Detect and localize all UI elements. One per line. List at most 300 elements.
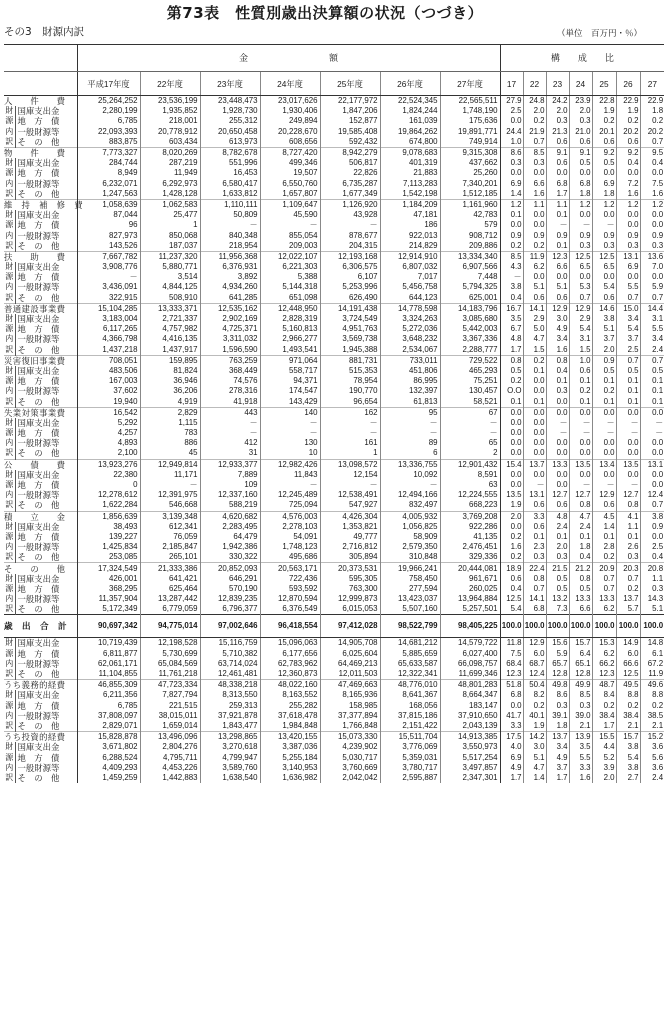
amount-cell: 3,311,032 [200, 334, 260, 344]
ratio-cell: 0.0 [523, 376, 546, 386]
ratio-cell: 12.4 [523, 669, 546, 680]
amount-cell: 412 [200, 438, 260, 448]
side-label: 源 [5, 428, 14, 438]
amount-cell: 7,017 [380, 272, 440, 282]
year-header: 24年度 [260, 72, 320, 96]
ratio-cell: 6.9 [616, 262, 640, 272]
ratio-cell: 15.5 [592, 732, 616, 743]
ratio-cell: 0.0 [616, 448, 640, 459]
ratio-cell: 3.5 [500, 314, 523, 324]
amount-cell: 8,782,678 [200, 147, 260, 158]
ratio-cell: 0.0 [640, 210, 664, 220]
amount-cell: 840,348 [200, 230, 260, 240]
ratio-cell: 0.0 [616, 168, 640, 178]
total-row [4, 615, 664, 638]
amount-cell: － [77, 272, 140, 282]
amount-cell: 641,285 [200, 293, 260, 304]
source-label: 国庫支出金 [15, 418, 77, 428]
ratio-cell: 0.0 [640, 438, 664, 448]
amount-cell: 7,773,327 [77, 147, 140, 158]
amount-cell: 547,927 [320, 500, 380, 511]
ratio-cell: 5.6 [640, 752, 664, 762]
side-label: 財 [5, 469, 14, 479]
amount-cell: 10 [260, 448, 320, 459]
ratio-cell: 65.7 [546, 659, 569, 669]
ratio-cell: 0.8 [569, 500, 592, 511]
ratio-cell: 0.0 [500, 522, 523, 532]
ratio-cell: － [592, 480, 616, 490]
side-label: 内 [5, 762, 14, 772]
ratio-cell: 1.2 [569, 199, 592, 210]
amount-cell: 58,909 [380, 532, 440, 542]
ratio-cell: 12.9 [546, 303, 569, 314]
amount-cell: 23,536,199 [140, 96, 200, 107]
side-label: 訳 [5, 500, 14, 510]
ratio-cell: 6.9 [500, 179, 523, 189]
amount-cell: 1,748,190 [440, 106, 500, 116]
amount-cell: 722,436 [260, 574, 320, 584]
ratio-cell: 40.1 [523, 711, 546, 721]
ratio-cell: 15.3 [592, 638, 616, 649]
source-label: 国庫支出金 [15, 742, 77, 752]
amount-cell: 96 [77, 220, 140, 230]
side-label: 内 [5, 542, 14, 552]
amount-cell: 832,497 [380, 500, 440, 511]
amount-cell: 3,270,618 [200, 742, 260, 752]
amount-cell: 47,723,334 [140, 680, 200, 691]
ratio-cell: － [569, 418, 592, 428]
amount-cell: 1,984,848 [260, 721, 320, 732]
amount-cell: 14,913,385 [440, 732, 500, 743]
ratio-cell: 0.0 [640, 168, 664, 178]
ratio-cell: 2.3 [523, 542, 546, 552]
amount-cell: 2,966,277 [260, 334, 320, 344]
amount-cell: 13,287,442 [140, 594, 200, 604]
source-label: 国庫支出金 [15, 522, 77, 532]
amount-cell: 12,337,160 [200, 490, 260, 500]
ratio-cell: 4.9 [500, 763, 523, 773]
ratio-cell: 4.3 [500, 262, 523, 272]
source-row [4, 594, 664, 604]
amount-cell: 158,985 [320, 701, 380, 711]
ratio-cell: 0.0 [523, 210, 546, 220]
ratio-cell: 0.0 [523, 438, 546, 448]
ratio-cell: 7.2 [616, 179, 640, 189]
ratio-cell: 0.5 [616, 366, 640, 376]
amount-cell: 66,098,757 [440, 659, 500, 669]
amount-cell: 4,757,982 [140, 324, 200, 334]
ratio-year-header: 25 [592, 72, 616, 96]
ratio-cell: 23.9 [569, 96, 592, 107]
amount-cell: 175,636 [440, 116, 500, 126]
ratio-cell: 14.9 [616, 638, 640, 649]
amount-cell: 5,172,349 [77, 604, 140, 615]
category-row [4, 511, 664, 522]
ratio-cell: 2.5 [640, 542, 664, 552]
amount-cell: 13,098,572 [320, 459, 380, 470]
ratio-cell: 21.5 [546, 563, 569, 574]
source-label: 国庫支出金 [15, 314, 77, 324]
ratio-cell: 0.1 [500, 210, 523, 220]
amount-cell: 16,542 [77, 407, 140, 418]
ratio-cell: 8.4 [592, 690, 616, 700]
ratio-cell: 0.2 [592, 386, 616, 396]
amount-cell: 2,721,337 [140, 314, 200, 324]
ratio-cell: 0.0 [592, 210, 616, 220]
amount-cell: 612,341 [140, 522, 200, 532]
side-label: 訳 [5, 772, 14, 782]
ratio-cell: 0.0 [546, 396, 569, 407]
amount-cell: 3,324,263 [380, 314, 440, 324]
ratio-cell: 4.7 [523, 334, 546, 344]
amount-cell: 41,135 [440, 532, 500, 542]
side-label: 源 [5, 168, 14, 178]
amount-cell: 8,163,552 [260, 690, 320, 700]
ratio-cell: 0.6 [569, 366, 592, 376]
amount-cell: 12,538,491 [320, 490, 380, 500]
ratio-cell: 6.8 [546, 179, 569, 189]
amount-cell: 593,592 [260, 584, 320, 594]
side-label: 内 [5, 490, 14, 500]
ratio-cell: 0.2 [592, 701, 616, 711]
amount-cell: 90,697,342 [77, 615, 140, 638]
amount-cell: 277,594 [380, 584, 440, 594]
ratio-cell: 0.9 [592, 230, 616, 240]
amount-cell: 47,469,663 [320, 680, 380, 691]
ratio-cell: 27.9 [500, 96, 523, 107]
amount-cell: 19,966,241 [380, 563, 440, 574]
amount-cell: 6,907,566 [440, 262, 500, 272]
ratio-cell: 48.7 [592, 680, 616, 691]
ratio-cell: 67.2 [640, 659, 664, 669]
amount-cell: 12,535,162 [200, 303, 260, 314]
category-row [4, 199, 664, 210]
source-label: そ の 他 [15, 345, 77, 356]
ratio-cell: 0.7 [616, 293, 640, 304]
amount-cell: 1,161,960 [440, 199, 500, 210]
ratio-cell: 3.5 [569, 742, 592, 752]
amount-cell: 588,219 [200, 500, 260, 511]
amount-cell: 65 [440, 438, 500, 448]
amount-cell: 2,804,276 [140, 742, 200, 752]
ratio-cell: 5.4 [569, 324, 592, 334]
ratio-cell: 1.7 [546, 773, 569, 783]
amount-cell: 5,388 [260, 272, 320, 282]
amount-cell: 2,595,887 [380, 773, 440, 783]
amount-cell: 13,923,276 [77, 459, 140, 470]
source-label: 国庫支出金 [15, 262, 77, 272]
ratio-cell: 24.8 [523, 96, 546, 107]
source-label: 国庫支出金 [15, 210, 77, 220]
amount-cell: 4,416,135 [140, 334, 200, 344]
amount-cell: 25,477 [140, 210, 200, 220]
amount-cell: 11,949 [140, 168, 200, 178]
amount-cell: 15,104,285 [77, 303, 140, 314]
amount-cell: 322,915 [77, 293, 140, 304]
amount-cell: 11,843 [260, 470, 320, 480]
ratio-cell: 0.0 [523, 220, 546, 230]
amount-cell: 783 [140, 428, 200, 438]
ratio-cell: 0.1 [569, 396, 592, 407]
ratio-cell: 0.2 [616, 701, 640, 711]
ratio-cell: 66.2 [592, 659, 616, 669]
amount-cell: 46,855,309 [77, 680, 140, 691]
ratio-cell: 0.1 [616, 532, 640, 542]
side-label: 内 [5, 126, 14, 136]
ratio-cell: 1.4 [523, 773, 546, 783]
amount-cell: 5,292 [77, 418, 140, 428]
side-label: 源 [5, 700, 14, 710]
amount-cell: 1,659,014 [140, 721, 200, 732]
amount-cell: 221,515 [140, 701, 200, 711]
ratio-cell: 1.1 [616, 522, 640, 532]
amount-cell: 65,084,569 [140, 659, 200, 669]
ratio-cell: 100.0 [500, 615, 523, 638]
amount-cell: 259,313 [200, 701, 260, 711]
ratio-cell: 1.7 [500, 345, 523, 356]
amount-cell: 161 [320, 438, 380, 448]
ratio-cell: 0.0 [500, 701, 523, 711]
source-label: 国庫支出金 [15, 638, 77, 649]
amount-cell: 878,677 [320, 230, 380, 240]
year-header: 25年度 [320, 72, 380, 96]
amount-cell: 495,686 [260, 552, 320, 563]
ratio-cell: 7.5 [500, 649, 523, 659]
source-row [4, 137, 664, 148]
ratio-cell: 0.7 [592, 584, 616, 594]
amount-cell: 6,232,071 [77, 179, 140, 189]
amount-cell: 6,735,287 [320, 179, 380, 189]
amount-cell: 368,295 [77, 584, 140, 594]
amount-cell: 1,353,821 [320, 522, 380, 532]
ratio-cell: 12.5 [616, 669, 640, 680]
ratio-cell: 1.8 [640, 106, 664, 116]
amount-cell: 97,002,646 [200, 615, 260, 638]
ratio-header: 構 成 比 [500, 45, 664, 72]
amount-cell: 708,051 [77, 355, 140, 366]
amount-cell: 725,094 [260, 500, 320, 511]
amount-cell: 465,293 [440, 366, 500, 376]
amount-cell: 2,100 [77, 448, 140, 459]
ratio-cell: 5.7 [616, 604, 640, 615]
ratio-cell: 100.0 [546, 615, 569, 638]
source-label: そ の 他 [15, 137, 77, 148]
category-label: 普通建設事業費 [4, 303, 77, 314]
ratio-cell: 1.9 [616, 106, 640, 116]
ratio-cell: 15.7 [616, 732, 640, 743]
amount-cell: 13,420,155 [260, 732, 320, 743]
amount-cell: 729,522 [440, 355, 500, 366]
ratio-cell: 3.7 [592, 334, 616, 344]
amount-cell: 2,829,071 [77, 721, 140, 732]
ratio-cell: 6.6 [523, 179, 546, 189]
amount-cell: － [320, 480, 380, 490]
amount-cell: 961,671 [440, 574, 500, 584]
ratio-cell: 6.8 [523, 604, 546, 615]
ratio-cell: 15.2 [640, 732, 664, 743]
ratio-cell: 1.6 [546, 345, 569, 356]
ratio-cell: 100.0 [569, 615, 592, 638]
amount-cell: 140 [260, 407, 320, 418]
ratio-cell: 16.7 [500, 303, 523, 314]
ratio-cell: 9.1 [546, 147, 569, 158]
ratio-cell: 15.7 [569, 638, 592, 649]
source-row [4, 448, 664, 459]
amount-cell: 4,893 [77, 438, 140, 448]
amount-cell: 763,259 [200, 355, 260, 366]
amount-cell: － [440, 428, 500, 438]
side-label: 訳 [5, 448, 14, 458]
amount-cell: 8,020,269 [140, 147, 200, 158]
ratio-cell: 12.3 [592, 669, 616, 680]
amount-cell: 8,313,550 [200, 690, 260, 700]
amount-cell: 5,794,325 [440, 282, 500, 292]
amount-cell: 13,423,037 [380, 594, 440, 604]
ratio-cell: 5.5 [616, 282, 640, 292]
ratio-cell: 0.3 [546, 386, 569, 396]
amount-cell: 3,387,036 [260, 742, 320, 752]
ratio-cell: 2.0 [569, 106, 592, 116]
side-label: 内 [5, 658, 14, 668]
ratio-cell: 15.6 [546, 638, 569, 649]
ratio-cell: 0.1 [523, 396, 546, 407]
source-row [4, 116, 664, 126]
ratio-cell: 1.1 [523, 199, 546, 210]
ratio-cell: 0.0 [640, 407, 664, 418]
ratio-cell: 13.2 [546, 594, 569, 604]
ratio-cell: 6.0 [523, 649, 546, 659]
ratio-year-header: 27 [640, 72, 664, 96]
ratio-cell: 1.9 [523, 721, 546, 732]
amount-cell: 5,442,003 [440, 324, 500, 334]
amount-cell: 2,185,847 [140, 542, 200, 552]
ratio-cell: 0.0 [523, 448, 546, 459]
amount-cell: 1,636,982 [260, 773, 320, 783]
ratio-cell: 66.6 [616, 659, 640, 669]
amount-cell: 0 [77, 480, 140, 490]
ratio-cell: 1.8 [546, 721, 569, 732]
ratio-cell: 12.5 [569, 251, 592, 262]
amount-cell: 3,140,953 [260, 763, 320, 773]
ratio-cell: 0.0 [616, 210, 640, 220]
ratio-cell: 0.9 [546, 230, 569, 240]
ratio-cell: 49.5 [616, 680, 640, 691]
amount-cell: 15,828,878 [77, 732, 140, 743]
ratio-cell: 0.2 [616, 116, 640, 126]
amount-cell: 98,405,225 [440, 615, 500, 638]
amount-cell: 11,357,904 [77, 594, 140, 604]
amount-cell: 94,775,014 [140, 615, 200, 638]
amount-cell: 58,521 [440, 396, 500, 407]
amount-cell: 4,934,260 [200, 282, 260, 292]
amount-cell: 161,039 [380, 116, 440, 126]
amount-cell: 12,901,432 [440, 459, 500, 470]
amount-cell: 63,714,024 [200, 659, 260, 669]
ratio-cell: 5.0 [523, 324, 546, 334]
source-row [4, 376, 664, 386]
ratio-cell: 22.4 [523, 563, 546, 574]
ratio-cell: 1.2 [640, 199, 664, 210]
source-label: そ の 他 [15, 293, 77, 304]
amount-cell: 2 [440, 448, 500, 459]
amount-cell: 253,085 [77, 552, 140, 563]
amount-cell: 12,391,975 [140, 490, 200, 500]
ratio-cell: 12.8 [546, 669, 569, 680]
amount-cell: 6,550,760 [260, 179, 320, 189]
ratio-cell: 0.0 [640, 448, 664, 459]
amount-cell: 11,104,855 [77, 669, 140, 680]
amount-cell: 3,776,069 [380, 742, 440, 752]
ratio-cell: 0.6 [500, 574, 523, 584]
ratio-cell: 0.0 [523, 386, 546, 396]
amount-cell: 451,806 [380, 366, 440, 376]
source-label: そ の 他 [15, 189, 77, 200]
source-label: 地 方 債 [15, 324, 77, 334]
amount-cell: 5,456,758 [380, 282, 440, 292]
amount-cell: 7,340,201 [440, 179, 500, 189]
source-row [4, 345, 664, 356]
amount-cell: 6,785 [77, 701, 140, 711]
ratio-cell: 2.9 [523, 314, 546, 324]
ratio-cell: 0.1 [523, 532, 546, 542]
amount-cell: 95 [380, 407, 440, 418]
amount-cell: 626,490 [320, 293, 380, 304]
amount-cell: 12,245,489 [260, 490, 320, 500]
amount-cell: 174,547 [260, 386, 320, 396]
ratio-cell: 1.6 [523, 189, 546, 200]
ratio-cell: 3.4 [546, 742, 569, 752]
amount-cell: 11,699,346 [440, 669, 500, 680]
ratio-year-header: 24 [569, 72, 592, 96]
amount-cell: － [380, 428, 440, 438]
amount-cell: 1,184,209 [380, 199, 440, 210]
ratio-cell: 21.0 [569, 127, 592, 137]
ratio-cell: 0.1 [523, 366, 546, 376]
amount-cell: 4,426,304 [320, 511, 380, 522]
amount-cell: 94,371 [260, 376, 320, 386]
amount-cell: 1,843,477 [200, 721, 260, 732]
ratio-cell: 11.9 [523, 251, 546, 262]
ratio-cell: 0.1 [640, 396, 664, 407]
ratio-cell: 0.0 [592, 470, 616, 480]
ratio-cell: 0.0 [523, 272, 546, 282]
ratio-cell: 1.1 [546, 199, 569, 210]
ratio-cell: 0.0 [500, 470, 523, 480]
amount-cell: 4,409,293 [77, 763, 140, 773]
ratio-cell: 0.0 [500, 168, 523, 178]
amount-cell: 16,453 [200, 168, 260, 178]
amount-cell: 2,283,495 [200, 522, 260, 532]
source-label: 一般財源等 [15, 127, 77, 137]
source-row [4, 366, 664, 376]
ratio-cell: 0.4 [640, 158, 664, 168]
amount-cell: 22,524,345 [380, 96, 440, 107]
ratio-cell: 2.4 [640, 345, 664, 356]
amount-cell: 5,257,501 [440, 604, 500, 615]
amount-cell: 19,864,262 [380, 127, 440, 137]
ratio-cell: 0.0 [500, 480, 523, 490]
ratio-cell: 39.1 [546, 711, 569, 721]
ratio-cell: 0.4 [546, 366, 569, 376]
amount-cell: － [260, 480, 320, 490]
ratio-cell: 0.1 [546, 532, 569, 542]
source-label: そ の 他 [15, 604, 77, 615]
ratio-cell: 4.8 [546, 511, 569, 522]
ratio-cell: 3.8 [640, 511, 664, 522]
amount-cell: 6,306,575 [320, 262, 380, 272]
amount-cell: 3,514 [140, 272, 200, 282]
ratio-cell: 0.7 [523, 137, 546, 148]
